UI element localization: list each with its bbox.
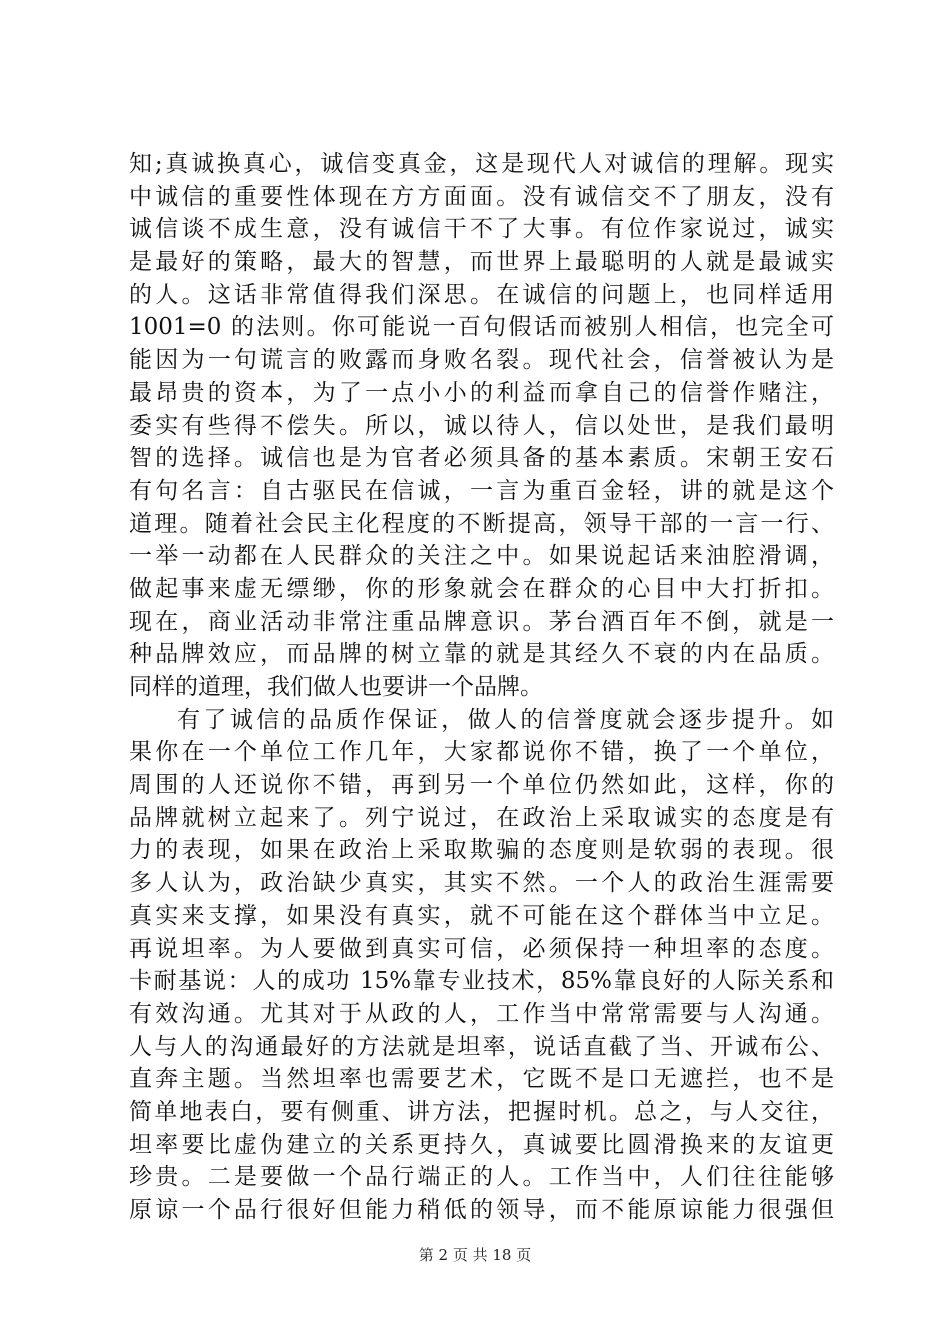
text-line: 种品牌效应，而品牌的树立靠的就是其经久不衰的内在品质。 <box>129 641 834 668</box>
text-line: 再说坦率。为人要做到真实可信，必须保持一种坦率的态度。 <box>129 935 834 962</box>
text-line: 最昂贵的资本，为了一点小小的利益而拿自己的信誉作赌注， <box>129 379 834 406</box>
text-line: 一举一动都在人民群众的关注之中。如果说起话来油腔滑调， <box>129 543 834 570</box>
text-line: 原谅一个品行很好但能力稍低的领导，而不能原谅能力很强但 <box>129 1197 834 1223</box>
page-footer <box>0 1244 950 1265</box>
text-line: 做起事来虚无缥缈，你的形象就会在群众的心目中大打折扣。 <box>129 575 834 602</box>
text-line: 中诚信的重要性体现在方方面面。没有诚信交不了朋友，没有 <box>129 183 834 210</box>
text-line: 是最好的策略，最大的智慧，而世界上最聪明的人就是最诚实 <box>129 249 834 276</box>
text-line: 现在，商业活动非常注重品牌意识。茅台酒百年不倒，就是一 <box>129 608 834 635</box>
text-line: 委实有些得不偿失。所以，诚以待人，信以处世，是我们最明 <box>129 412 834 439</box>
page-number-label: 第 2 页 共 18 页 <box>418 1246 532 1264</box>
text-line: 智的选择。诚信也是为官者必须具备的基本素质。宋朝王安石 <box>129 445 834 472</box>
text-line: 卡耐基说：人的成功 15%靠专业技术，85%靠良好的人际关系和 <box>129 968 834 995</box>
text-line: 力的表现，如果在政治上采取欺骗的态度则是软弱的表现。很 <box>129 837 834 864</box>
text-line: 珍贵。二是要做一个品行端正的人。工作当中，人们往往能够 <box>129 1164 834 1191</box>
text-line: 知;真诚换真心，诚信变真金，这是现代人对诚信的理解。现实 <box>129 151 834 177</box>
text-line: 1001=0 的法则。你可能说一百句假话而被别人相信，也完全可 <box>129 314 834 341</box>
text-line: 直奔主题。当然坦率也需要艺术，它既不是口无遮拦，也不是 <box>129 1066 834 1093</box>
text-line: 的人。这话非常值得我们深思。在诚信的问题上，也同样适用 <box>129 281 834 308</box>
text-line: 人与人的沟通最好的方法就是坦率，说话直截了当、开诚布公、 <box>129 1033 834 1060</box>
paragraph-end-line: 同样的道理，我们做人也要讲一个品牌。 <box>129 674 543 700</box>
paragraph-start-line: 有了诚信的品质作保证，做人的信誉度就会逐步提升。如 <box>177 706 834 733</box>
text-line: 诚信谈不成生意，没有诚信干不了大事。有位作家说过，诚实 <box>129 216 834 243</box>
text-line: 多人认为，政治缺少真实，其实不然。一个人的政治生涯需要 <box>129 870 834 897</box>
text-line: 坦率要比虚伪建立的关系更持久，真诚要比圆滑换来的友谊更 <box>129 1131 834 1158</box>
text-line: 能因为一句谎言的败露而身败名裂。现代社会，信誉被认为是 <box>129 347 834 374</box>
text-line: 道理。随着社会民主化程度的不断提高，领导干部的一言一行、 <box>129 510 834 537</box>
text-line: 周围的人还说你不错，再到另一个单位仍然如此，这样，你的 <box>129 772 834 799</box>
text-line: 品牌就树立起来了。列宁说过，在政治上采取诚实的态度是有 <box>129 804 834 831</box>
text-line: 有效沟通。尤其对于从政的人，工作当中常常需要与人沟通。 <box>129 1000 834 1027</box>
text-line: 果你在一个单位工作几年，大家都说你不错，换了一个单位， <box>129 739 834 766</box>
text-line: 真实来支撑，如果没有真实，就不可能在这个群体当中立足。 <box>129 902 834 929</box>
text-line: 有句名言：自古驱民在信诚，一言为重百金轻，讲的就是这个 <box>129 477 834 504</box>
text-line: 简单地表白，要有侧重、讲方法，把握时机。总之，与人交往， <box>129 1098 834 1125</box>
document-body <box>129 148 834 1227</box>
